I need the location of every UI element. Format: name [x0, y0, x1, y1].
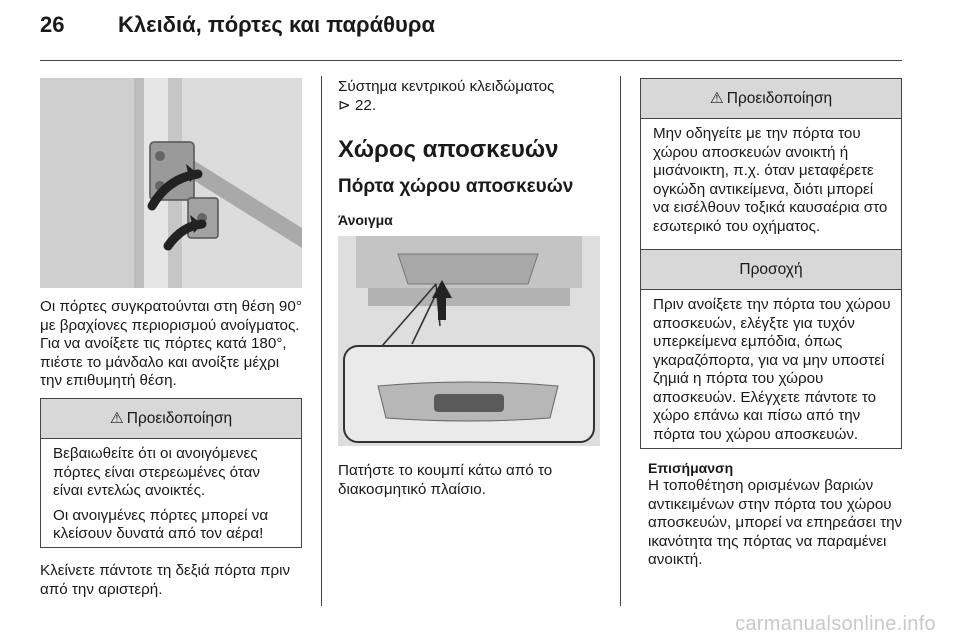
caution-box-body [641, 290, 901, 444]
warning-box-doors [40, 398, 302, 548]
watermark: carmanualsonline.info [735, 613, 936, 635]
warning-box-body [41, 439, 301, 544]
warning-text-2: Οι ανοιγμένες πόρτες μπορεί να κλείσουν δυνατά από τον αέρα! [53, 506, 269, 542]
caution-text: Πριν ανοίξετε την πόρτα του χώρου αποσκευών, ελέγξτε για τυχόν υπερκείμενα εμπόδια, όπως γκαραζόπορτα, για να μην υποστεί ζημιά η πόρτα του χώρου αποσκευών. Ελέγχετε πάντοτε το χώρο επάνω και πίσω από την πόρτα του χώρου αποσκευών. [653, 296, 891, 443]
caution-box [640, 249, 902, 449]
page-number: 26 [40, 12, 65, 37]
hinge-paragraph: Οι πόρτες συγκρατούνται στη θέση 90° με βραχίονες περιορισμού ανοίγματος. Για να ανοίξετε τις πόρτες κατά 180°, πιέστε το μάνδαλο και ανοίξτε μέχρι την επιθυμητή θέση. [40, 298, 302, 389]
header-rule [40, 60, 902, 61]
note-heading: Επισήμανση [648, 460, 734, 476]
arrow-icon: ⊳ [338, 97, 351, 114]
column-divider-left [321, 76, 322, 606]
crossref-page: 22. [354, 97, 377, 114]
subsection-heading: Πόρτα χώρου αποσκευών [338, 176, 574, 197]
warning-box-body [641, 119, 901, 236]
crossref[interactable] [338, 97, 600, 116]
door-hinge-illustration [40, 78, 302, 288]
running-title: Κλειδιά, πόρτες και παράθυρα [118, 12, 435, 37]
note-text: Η τοποθέτηση ορισμένων βαριών αντικειμένων στην πόρτα του χώρου αποσκευών, μπορεί να επηρεάσει την ικανότητα της πόρτας να παραμένει ανοικτή. [648, 477, 903, 568]
warning-icon: ⚠ [109, 410, 124, 427]
section-heading: Χώρος αποσκευών [338, 136, 559, 163]
minor-heading: Άνοιγμα [338, 212, 393, 228]
warning-box-header [641, 79, 901, 119]
warning-text: Μην οδηγείτε με την πόρτα του χώρου αποσκευών ανοικτή ή μισάνοικτη, π.χ. όταν μεταφέρετε ογκώδη αντικείμενα, διότι μπορεί να εισέλθουν τοξικά καυσαέρια στο εσωτερικό του οχήματος. [653, 125, 888, 235]
warning-title: Προειδοποίηση [726, 89, 833, 107]
closing-order-paragraph: Κλείνετε πάντοτε τη δεξιά πόρτα πριν από την αριστερή. [40, 562, 291, 598]
warning-title: Προειδοποίηση [126, 409, 233, 427]
warning-box-tailgate [640, 78, 902, 266]
tailgate-caption: Πατήστε το κουμπί κάτω από το διακοσμητικό πλαίσιο. [338, 462, 553, 498]
column-divider-right [620, 76, 621, 606]
warning-text-1: Βεβαιωθείτε ότι οι ανοιγόμενες πόρτες είναι στερεωμένες όταν είναι εντελώς ανοικτές. [53, 445, 260, 499]
tailgate-button-illustration [338, 236, 600, 446]
warning-box-header [41, 399, 301, 439]
crossref-text: Σύστημα κεντρικού κλειδώματος [338, 78, 555, 95]
caution-box-header [641, 250, 901, 290]
warning-icon: ⚠ [709, 90, 724, 107]
caution-title: Προσοχή [739, 260, 803, 278]
